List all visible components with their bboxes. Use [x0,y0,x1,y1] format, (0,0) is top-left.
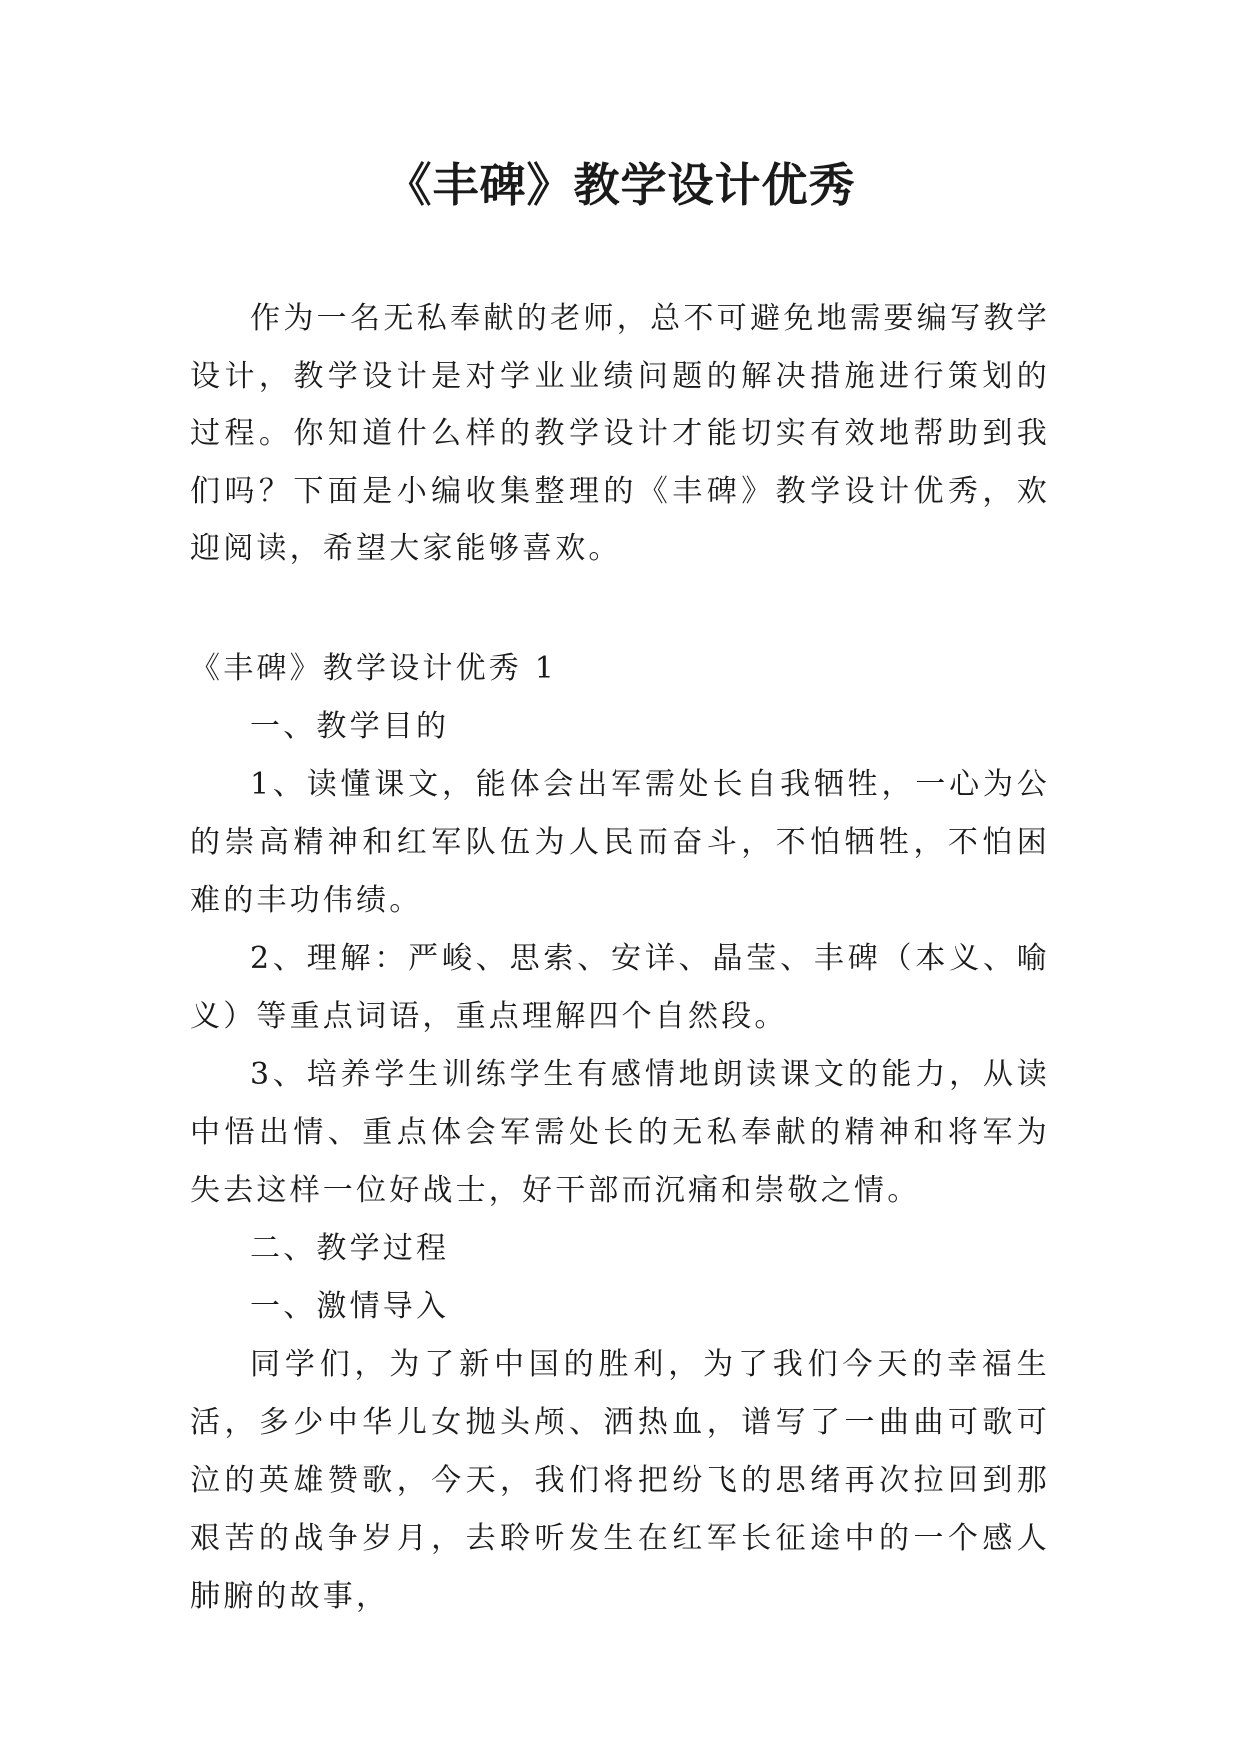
section-title: 《丰碑》教学设计优秀 1 [190,651,558,686]
objective-paragraph: 3、培养学生训练学生有感情地朗读课文的能力，从读中悟出情、重点体会军需处长的无私奉献的精神和将军为失去这样一位好战士，好干部而沉痛和崇敬之情。 [190,1057,1050,1208]
document-title: 《丰碑》教学设计优秀 [385,158,856,212]
objective-paragraph: 1、读懂课文，能体会出军需处长自我牺牲，一心为公的崇高精神和红军队伍为人民而奋斗，不怕牺牲，不怕困难的丰功伟绩。 [190,767,1050,918]
heading-introduction: 一、激情导入 [250,1289,450,1324]
objective-paragraph: 2、理解：严峻、思索、安详、晶莹、丰碑（本义、喻义）等重点词语，重点理解四个自然段。 [190,941,1050,1034]
document-body [190,640,1050,1626]
body-paragraph: 同学们，为了新中国的胜利，为了我们今天的幸福生活，多少中华儿女抛头颅、洒热血，谱写了一曲曲可歌可泣的英雄赞歌，今天，我们将把纷飞的思绪再次拉回到那艰苦的战争岁月，去聆听发生在红军长征途中的一个感人肺腑的故事， [190,1347,1050,1614]
heading-teaching-process: 二、教学过程 [250,1231,450,1266]
heading-teaching-objectives: 一、教学目的 [250,709,450,744]
intro-paragraph: 作为一名无私奉献的老师，总不可避免地需要编写教学设计，教学设计是对学业业绩问题的解决措施进行策划的过程。你知道什么样的教学设计才能切实有效地帮助到我们吗？下面是小编收集整理的《丰碑》教学设计优秀，欢迎阅读，希望大家能够喜欢。 [190,301,1050,566]
